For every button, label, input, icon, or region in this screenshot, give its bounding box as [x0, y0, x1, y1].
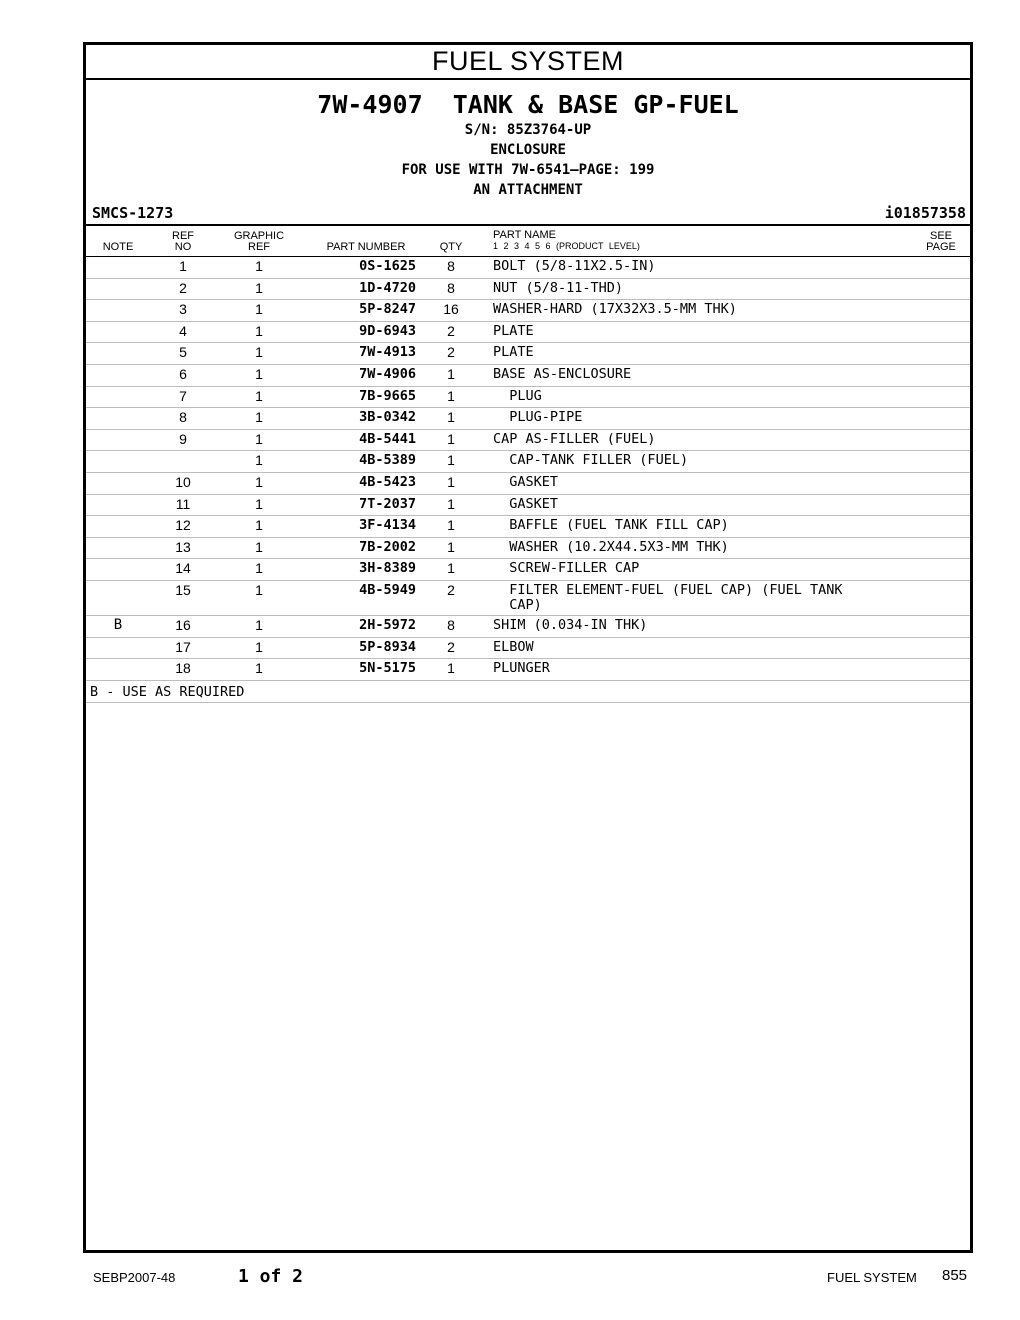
graphic-ref: 1: [255, 322, 263, 339]
smcs-row: [86, 202, 970, 226]
col-see-bottom: PAGE: [926, 241, 956, 253]
graphic-ref: 1: [255, 538, 263, 555]
parts-page-frame: [83, 42, 973, 1253]
ref-number: 4: [179, 322, 187, 339]
part-name: GASKET: [493, 495, 559, 512]
part-name: SHIM (0.034-IN THK): [493, 616, 648, 633]
quantity: 1: [447, 538, 455, 555]
table-row: [86, 559, 970, 581]
page-of: 1 of 2: [238, 1266, 304, 1287]
table-row: [86, 473, 970, 495]
table-row: [86, 387, 970, 409]
part-name: PLUG-PIPE: [493, 409, 583, 426]
attachment-line: AN ATTACHMENT: [473, 182, 583, 198]
quantity: 1: [447, 430, 455, 447]
ref-number: 1: [179, 258, 187, 274]
col-qty: QTY: [439, 241, 463, 253]
part-number: 2H-5972: [359, 616, 416, 633]
graphic-ref: 1: [255, 616, 263, 633]
part-number: 4B-5441: [359, 430, 416, 447]
part-number: 7B-9665: [359, 387, 416, 404]
graphic-ref: 1: [255, 430, 263, 447]
ref-number: 10: [175, 473, 191, 490]
part-number: 7W-4913: [359, 344, 416, 361]
ref-number: 11: [175, 495, 191, 512]
part-number: 5P-8247: [359, 301, 416, 318]
page-footer: [0, 1262, 1020, 1292]
part-number: 0S-1625: [359, 258, 416, 274]
part-number: 7W-4906: [359, 365, 416, 382]
ref-number: 17: [175, 638, 191, 655]
table-row: [86, 581, 970, 616]
table-row: [86, 451, 970, 473]
graphic-ref: 1: [255, 365, 263, 382]
quantity: 1: [447, 560, 455, 577]
table-row: [86, 322, 970, 344]
table-row: [86, 616, 970, 638]
part-number: 3B-0342: [359, 409, 416, 426]
part-number: 9D-6943: [359, 322, 416, 339]
table-row: [86, 300, 970, 322]
table-row: [86, 495, 970, 517]
part-name: CAP-TANK FILLER (FUEL): [493, 452, 689, 469]
part-number: 5P-8934: [359, 638, 416, 655]
quantity: 8: [447, 258, 455, 274]
quantity: 1: [447, 387, 455, 404]
footer-section: FUEL SYSTEM: [827, 1270, 917, 1285]
part-name: ELBOW: [493, 638, 534, 655]
footnote-row: [86, 681, 970, 703]
section-title: FUEL SYSTEM: [86, 45, 970, 80]
ref-number: 16: [175, 616, 191, 633]
ref-number: 9: [179, 430, 187, 447]
ref-number: 14: [175, 560, 191, 577]
ref-number: 5: [179, 344, 187, 361]
part-name: BASE AS-ENCLOSURE: [493, 365, 632, 382]
part-number: 1D-4720: [359, 279, 416, 296]
part-number: 5N-5175: [359, 660, 416, 677]
graphic-ref: 1: [255, 473, 263, 490]
quantity: 16: [443, 301, 459, 318]
part-number: 4B-5389: [359, 452, 416, 469]
page-number: 855: [942, 1267, 968, 1284]
col-ref-bottom: NO: [174, 241, 192, 253]
table-row: [86, 538, 970, 560]
ref-number: 12: [175, 517, 191, 534]
quantity: 1: [447, 495, 455, 512]
graphic-ref: 1: [255, 387, 263, 404]
part-number: 7B-2002: [359, 538, 416, 555]
graphic-ref: 1: [255, 517, 263, 534]
table-row: [86, 659, 970, 681]
quantity: 1: [447, 660, 455, 677]
part-name: PLATE: [493, 322, 534, 339]
quantity: 1: [447, 517, 455, 534]
table-row: [86, 343, 970, 365]
note-cell: B: [113, 616, 123, 633]
ref-number: 13: [175, 538, 191, 555]
graphic-ref: 1: [255, 409, 263, 426]
column-header: [86, 226, 970, 257]
graphic-ref: 1: [255, 258, 263, 274]
graphic-ref: 1: [255, 452, 263, 469]
graphic-ref: 1: [255, 301, 263, 318]
part-name: CAP AS-FILLER (FUEL): [493, 430, 656, 447]
graphic-ref: 1: [255, 660, 263, 677]
enclosure-line: ENCLOSURE: [490, 142, 566, 158]
part-name: NUT (5/8-11-THD): [493, 279, 624, 296]
group-header: [86, 80, 970, 226]
footnote: B - USE AS REQUIRED: [90, 683, 245, 700]
part-name: BOLT (5/8-11X2.5-IN): [493, 258, 656, 274]
col-product-level: 1 2 3 4 5 6 (PRODUCT LEVEL): [493, 241, 640, 251]
graphic-ref: 1: [255, 638, 263, 655]
document-id: SEBP2007-48: [93, 1270, 176, 1285]
part-name: BAFFLE (FUEL TANK FILL CAP): [493, 517, 729, 534]
part-name: PLUNGER: [493, 660, 550, 677]
col-part-name: PART NAME: [493, 229, 556, 241]
col-see-top: SEE: [929, 230, 952, 242]
graphic-ref: 1: [255, 495, 263, 512]
part-number: 3F-4134: [359, 517, 416, 534]
graphic-ref: 1: [255, 581, 263, 598]
graphic-ref: 1: [255, 560, 263, 577]
col-graphic-top: GRAPHIC: [233, 230, 285, 242]
col-graphic-bottom: REF: [248, 241, 270, 253]
col-note: NOTE: [102, 241, 134, 253]
graphic-ref: 1: [255, 344, 263, 361]
table-row: [86, 279, 970, 301]
graphic-ref: 1: [255, 279, 263, 296]
quantity: 1: [447, 409, 455, 426]
ref-number: 3: [179, 301, 187, 318]
quantity: 1: [447, 452, 455, 469]
col-ref-top: REF: [172, 230, 194, 242]
ref-number: 2: [179, 279, 187, 296]
quantity: 1: [447, 365, 455, 382]
quantity: 2: [447, 322, 455, 339]
quantity: 2: [447, 581, 455, 598]
for-use-with-line: FOR USE WITH 7W-6541—PAGE: 199: [401, 162, 655, 178]
part-name: FILTER ELEMENT-FUEL (FUEL CAP) (FUEL TANK CAP): [509, 581, 843, 613]
quantity: 1: [447, 473, 455, 490]
table-row: [86, 257, 970, 279]
part-name: PLUG: [493, 387, 542, 404]
part-name: WASHER (10.2X44.5X3-MM THK): [493, 538, 729, 555]
part-number: 3H-8389: [359, 560, 416, 577]
part-name: WASHER-HARD (17X32X3.5-MM THK): [493, 301, 737, 318]
quantity: 2: [447, 344, 455, 361]
table-row: [86, 365, 970, 387]
smcs-code: SMCS-1273: [92, 204, 174, 222]
group-title: 7W-4907 TANK & BASE GP-FUEL: [317, 90, 739, 119]
table-row: [86, 408, 970, 430]
ref-number: 18: [175, 660, 191, 677]
serial-number-line: S/N: 85Z3764-UP: [464, 122, 592, 138]
col-part-number: PART NUMBER: [326, 241, 406, 253]
ref-number: 7: [179, 387, 187, 404]
part-name: SCREW-FILLER CAP: [493, 560, 640, 577]
table-row: [86, 430, 970, 452]
illustration-id: i01857358: [884, 204, 966, 222]
ref-number: 6: [179, 365, 187, 382]
quantity: 8: [447, 279, 455, 296]
part-name: PLATE: [493, 344, 534, 361]
part-number: 4B-5423: [359, 473, 416, 490]
part-number: 4B-5949: [359, 581, 416, 598]
table-row: [86, 638, 970, 660]
parts-table-body: [86, 257, 970, 681]
part-name: GASKET: [493, 473, 559, 490]
quantity: 2: [447, 638, 455, 655]
table-row: [86, 516, 970, 538]
ref-number: 15: [175, 581, 191, 598]
quantity: 8: [447, 616, 455, 633]
ref-number: 8: [179, 409, 187, 426]
part-number: 7T-2037: [359, 495, 416, 512]
